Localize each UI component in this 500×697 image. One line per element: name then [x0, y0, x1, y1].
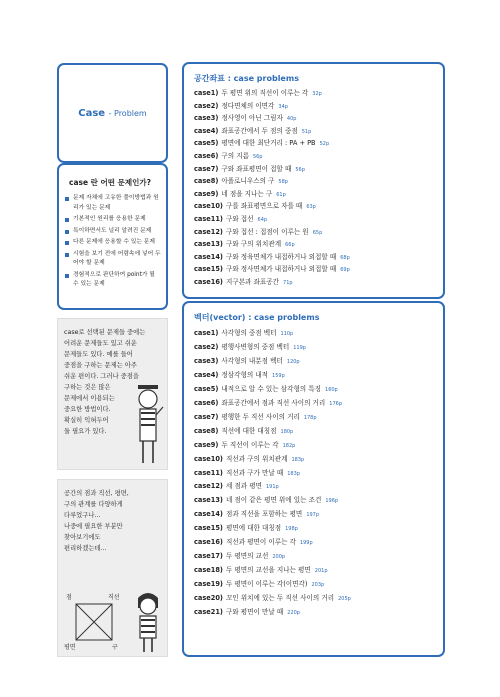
list-item: [184, 439, 443, 453]
case-number: case5): [194, 384, 219, 393]
page-number: 176p: [329, 400, 343, 407]
list-item: [184, 536, 443, 550]
page-number: 200p: [272, 554, 286, 561]
case-title: 정사영이 아닌 그림자: [221, 114, 283, 123]
case-title: 구와 정사면체가 내접하거나 외접할 때: [225, 265, 337, 274]
case-definition-box: [57, 163, 168, 310]
note-line: 편리하겠는데...: [64, 545, 107, 552]
page-number: 69p: [340, 267, 350, 274]
diagram-label-point: 점: [66, 594, 72, 601]
page-number: 178p: [303, 414, 317, 421]
note-line: 중요한 방법이다.: [64, 406, 111, 413]
case-number: case6): [194, 151, 219, 160]
page-number: 159p: [272, 372, 285, 379]
list-item: 문제 자체에 고유한 풀이방법과 원리가 있는 문제: [65, 194, 162, 213]
case-title: 내적으로 알 수 있는 삼각형의 특징: [221, 384, 322, 393]
case-title: 직선에 대한 대칭점: [221, 426, 277, 435]
note-line: case로 선택된 문제들 중에는: [64, 329, 146, 336]
note-text: [58, 480, 167, 554]
case-number: case13): [194, 240, 223, 249]
page-number: 40p: [286, 116, 297, 123]
case-number: case5): [194, 139, 219, 148]
page-number: 160p: [325, 386, 338, 393]
case-title: 구와 접선: [225, 214, 254, 223]
note-line: 확실히 익혀두어: [64, 417, 109, 424]
case-number: case9): [194, 440, 219, 449]
page-number: 66p: [285, 242, 295, 249]
case-definition-list: [59, 194, 166, 290]
case-list: [184, 88, 443, 290]
case-title: 꼬인 위치에 있는 두 직선 사이의 거리: [225, 594, 335, 603]
student-illustration: [132, 588, 164, 654]
list-item: [184, 480, 443, 494]
case-number: case1): [194, 89, 219, 97]
page-number: 68p: [340, 254, 350, 261]
case-number: case4): [194, 370, 219, 379]
case-title: 두 평면 위의 직선이 이루는 각: [221, 89, 309, 97]
case-title: 네 점을 지나는 구: [221, 189, 273, 198]
page-number: 61p: [276, 191, 286, 198]
list-item: [184, 239, 443, 252]
list-item: [184, 176, 443, 189]
relation-square: [74, 602, 114, 642]
list-item: [184, 277, 443, 290]
case-number: case6): [194, 398, 219, 407]
case-number: case9): [194, 189, 219, 198]
case-number: case8): [194, 426, 219, 435]
list-item: [184, 467, 443, 481]
list-item: 특이하면서도 널리 알려진 문제: [65, 227, 162, 237]
note-line: 둘 필요가 있다.: [64, 428, 107, 435]
list-item: [184, 201, 443, 214]
note-line: 찾아보기에도: [64, 534, 101, 541]
list-item: [184, 252, 443, 265]
case-definition-title: case 란 어떤 문제인가?: [69, 178, 151, 187]
case-title: 직선과 평면이 이루는 각: [225, 538, 296, 547]
case-title: 두 평면이 이루는 각(이면각): [225, 580, 308, 589]
note-line: 공간의 점과 직선, 평면,: [64, 490, 129, 497]
page-number: 183p: [291, 456, 305, 463]
case-title: 사각형의 중점 벡터: [221, 329, 277, 337]
list-item: [184, 564, 443, 578]
case-number: case11): [194, 214, 223, 223]
list-item: [184, 126, 443, 139]
case-number: case16): [194, 538, 223, 547]
list-item: [184, 214, 443, 227]
list-item: [184, 151, 443, 164]
case-title: 구와 정육면체가 내접하거나 외접할 때: [225, 252, 337, 261]
case-number: case3): [194, 114, 219, 123]
relation-diagram: [64, 592, 128, 650]
case-title: 두 평면의 교선을 지나는 평면: [225, 566, 311, 575]
list-item: [184, 522, 443, 536]
case-number: case2): [194, 101, 219, 110]
case-title: 구와 접선 : 접점이 이루는 원: [225, 227, 309, 236]
list-item: [184, 264, 443, 277]
page-number: 64p: [257, 216, 268, 223]
case-number: case20): [194, 594, 223, 603]
list-item: [184, 411, 443, 425]
page-number: 205p: [338, 596, 351, 603]
case-number: case14): [194, 510, 223, 519]
case-list: [184, 327, 443, 620]
spatial-coordinates-panel: [182, 62, 445, 299]
list-item: [184, 341, 443, 355]
vector-panel: [182, 301, 445, 657]
note-line: 나중에 필요한 부분만: [64, 523, 123, 530]
list-item: [184, 138, 443, 151]
list-item: 다른 문제에 응용할 수 있는 문제: [65, 238, 162, 248]
page-number: 201p: [314, 568, 328, 575]
case-number: case17): [194, 552, 223, 561]
case-number: case1): [194, 329, 219, 337]
list-item: [184, 355, 443, 369]
case-number: case16): [194, 277, 223, 286]
note-line: 쉬운 편이다. 그러나 중점을: [64, 373, 139, 380]
case-title: 좌표공간에서 점과 직선 사이의 거리: [221, 398, 326, 407]
list-item: [184, 453, 443, 467]
page-number: 63p: [306, 204, 316, 211]
list-item: [184, 397, 443, 411]
case-number: case12): [194, 482, 223, 491]
page-number: 51p: [301, 128, 312, 135]
list-item: [184, 227, 443, 240]
case-number: case10): [194, 454, 223, 463]
case-title: 지구본과 좌표공간: [225, 277, 280, 286]
page-number: 203p: [311, 582, 325, 589]
case-title: 점과 직선을 포함하는 평면: [225, 510, 303, 519]
page-number: 199p: [299, 540, 313, 547]
case-number: case10): [194, 202, 223, 211]
list-item: 경험적으로 판단하여 point가 될 수 있는 문제: [65, 271, 162, 290]
page-number: 183p: [287, 470, 300, 477]
list-item: [184, 327, 443, 341]
diagram-label-plane: 평면: [64, 644, 76, 651]
case-title: 정다면체의 이면각: [221, 101, 275, 110]
diagram-label-line: 직선: [108, 594, 120, 601]
case-number: case12): [194, 227, 223, 236]
case-number: case21): [194, 608, 223, 617]
case-number: case4): [194, 126, 219, 135]
page-number: 196p: [325, 498, 339, 505]
list-item: [184, 550, 443, 564]
list-item: 기본적인 원리를 응용한 문제: [65, 215, 162, 225]
list-item: [184, 606, 443, 620]
list-item: [184, 383, 443, 397]
note-line: 구의 관계를 다양하게: [64, 501, 123, 508]
note-line: 문제들도 있다. 예를 들어: [64, 351, 133, 358]
page-number: 52p: [319, 141, 330, 148]
note-line: 문제에서 이용되는: [64, 395, 115, 402]
list-item: [184, 494, 443, 508]
list-item: [184, 369, 443, 383]
diagram-label-sphere: 구: [112, 644, 118, 651]
case-title: 평면에 대한 최단거리 : PA + PB: [221, 139, 316, 148]
panel-heading: 공간좌표 : case problems: [194, 74, 299, 83]
case-title: 구의 지름: [221, 151, 249, 160]
case-number: case15): [194, 524, 223, 533]
page-number: 32p: [312, 91, 322, 97]
page-number: 58p: [278, 179, 288, 186]
case-number: case19): [194, 580, 223, 589]
case-number: case18): [194, 566, 223, 575]
panel-heading: 벡터(vector) : case problems: [194, 313, 320, 322]
case-title: 사각형의 내분점 벡터: [221, 356, 283, 365]
list-item: [184, 88, 443, 101]
list-item: 시험을 보기 전에 어렴속에 넣어 두어야 할 문제: [65, 250, 162, 269]
section-title: [78, 108, 146, 119]
case-title: 직선과 구가 만날 때: [225, 468, 284, 477]
list-item: [184, 113, 443, 126]
note-line: 중점을 구하는 문제는 아주: [64, 362, 137, 369]
page-number: 65p: [312, 229, 323, 236]
case-number: case3): [194, 356, 219, 365]
case-number: case15): [194, 265, 223, 274]
list-item: [184, 508, 443, 522]
case-title: 두 평면의 교선: [225, 552, 269, 561]
case-title: 직선과 구의 위치관계: [225, 454, 288, 463]
page-number: 120p: [286, 358, 300, 365]
page-number: 191p: [266, 484, 279, 491]
case-number: case11): [194, 468, 223, 477]
case-title: 정삼각형의 내적: [221, 370, 269, 379]
student-illustration: [130, 379, 166, 467]
case-title: 좌표공간에서 두 점의 중점: [221, 126, 298, 135]
case-number: case8): [194, 177, 219, 186]
case-title: 네 점이 같은 평면 위에 있는 조건: [225, 496, 322, 505]
page-number: 34p: [278, 103, 288, 110]
list-item: [184, 164, 443, 177]
case-title: 세 점과 평면: [225, 482, 262, 491]
page-number: 56p: [252, 153, 263, 160]
page-number: 198p: [285, 526, 298, 533]
page-number: 110p: [280, 331, 294, 337]
case-title: 구와 구의 위치관계: [225, 240, 282, 249]
case-title: 평행한 두 직선 사이의 거리: [221, 412, 300, 421]
case-title: 평면에 대한 대칭점: [225, 524, 282, 533]
title-main: Case: [78, 107, 106, 119]
case-number: case14): [194, 252, 223, 261]
case-title: 아폴로니우스의 구: [221, 177, 275, 186]
page-number: 180p: [280, 428, 294, 435]
case-number: case7): [194, 412, 219, 421]
list-item: [184, 425, 443, 439]
case-title: 구를 좌표평면으로 자를 때: [225, 202, 303, 211]
case-title: 구와 평면이 만날 때: [225, 608, 284, 617]
list-item: [184, 592, 443, 606]
title-box: [57, 63, 168, 163]
page-number: 197p: [306, 512, 320, 519]
page-number: 182p: [282, 442, 296, 449]
title-sub: - Problem: [108, 108, 147, 118]
list-item: [184, 189, 443, 202]
page-number: 119p: [293, 344, 306, 351]
case-title: 두 직선이 이루는 각: [221, 440, 279, 449]
case-title: 평행사변형의 중점 벡터: [221, 342, 290, 351]
list-item: [184, 101, 443, 114]
note-line: 어려운 문제들도 있고 쉬운: [64, 340, 137, 347]
page-number: 71p: [283, 279, 293, 286]
page-number: 56p: [295, 166, 305, 173]
case-title: 구와 좌표평면이 접할 때: [221, 164, 292, 173]
note-box-2: [57, 479, 168, 657]
case-number: case2): [194, 342, 219, 351]
note-box-1: [57, 318, 168, 470]
list-item: [184, 578, 443, 592]
case-number: case13): [194, 496, 223, 505]
note-line: 구하는 것은 많은: [64, 384, 111, 391]
case-number: case7): [194, 164, 219, 173]
page-number: 220p: [287, 610, 300, 617]
note-line: 다루었구나...: [64, 512, 101, 519]
